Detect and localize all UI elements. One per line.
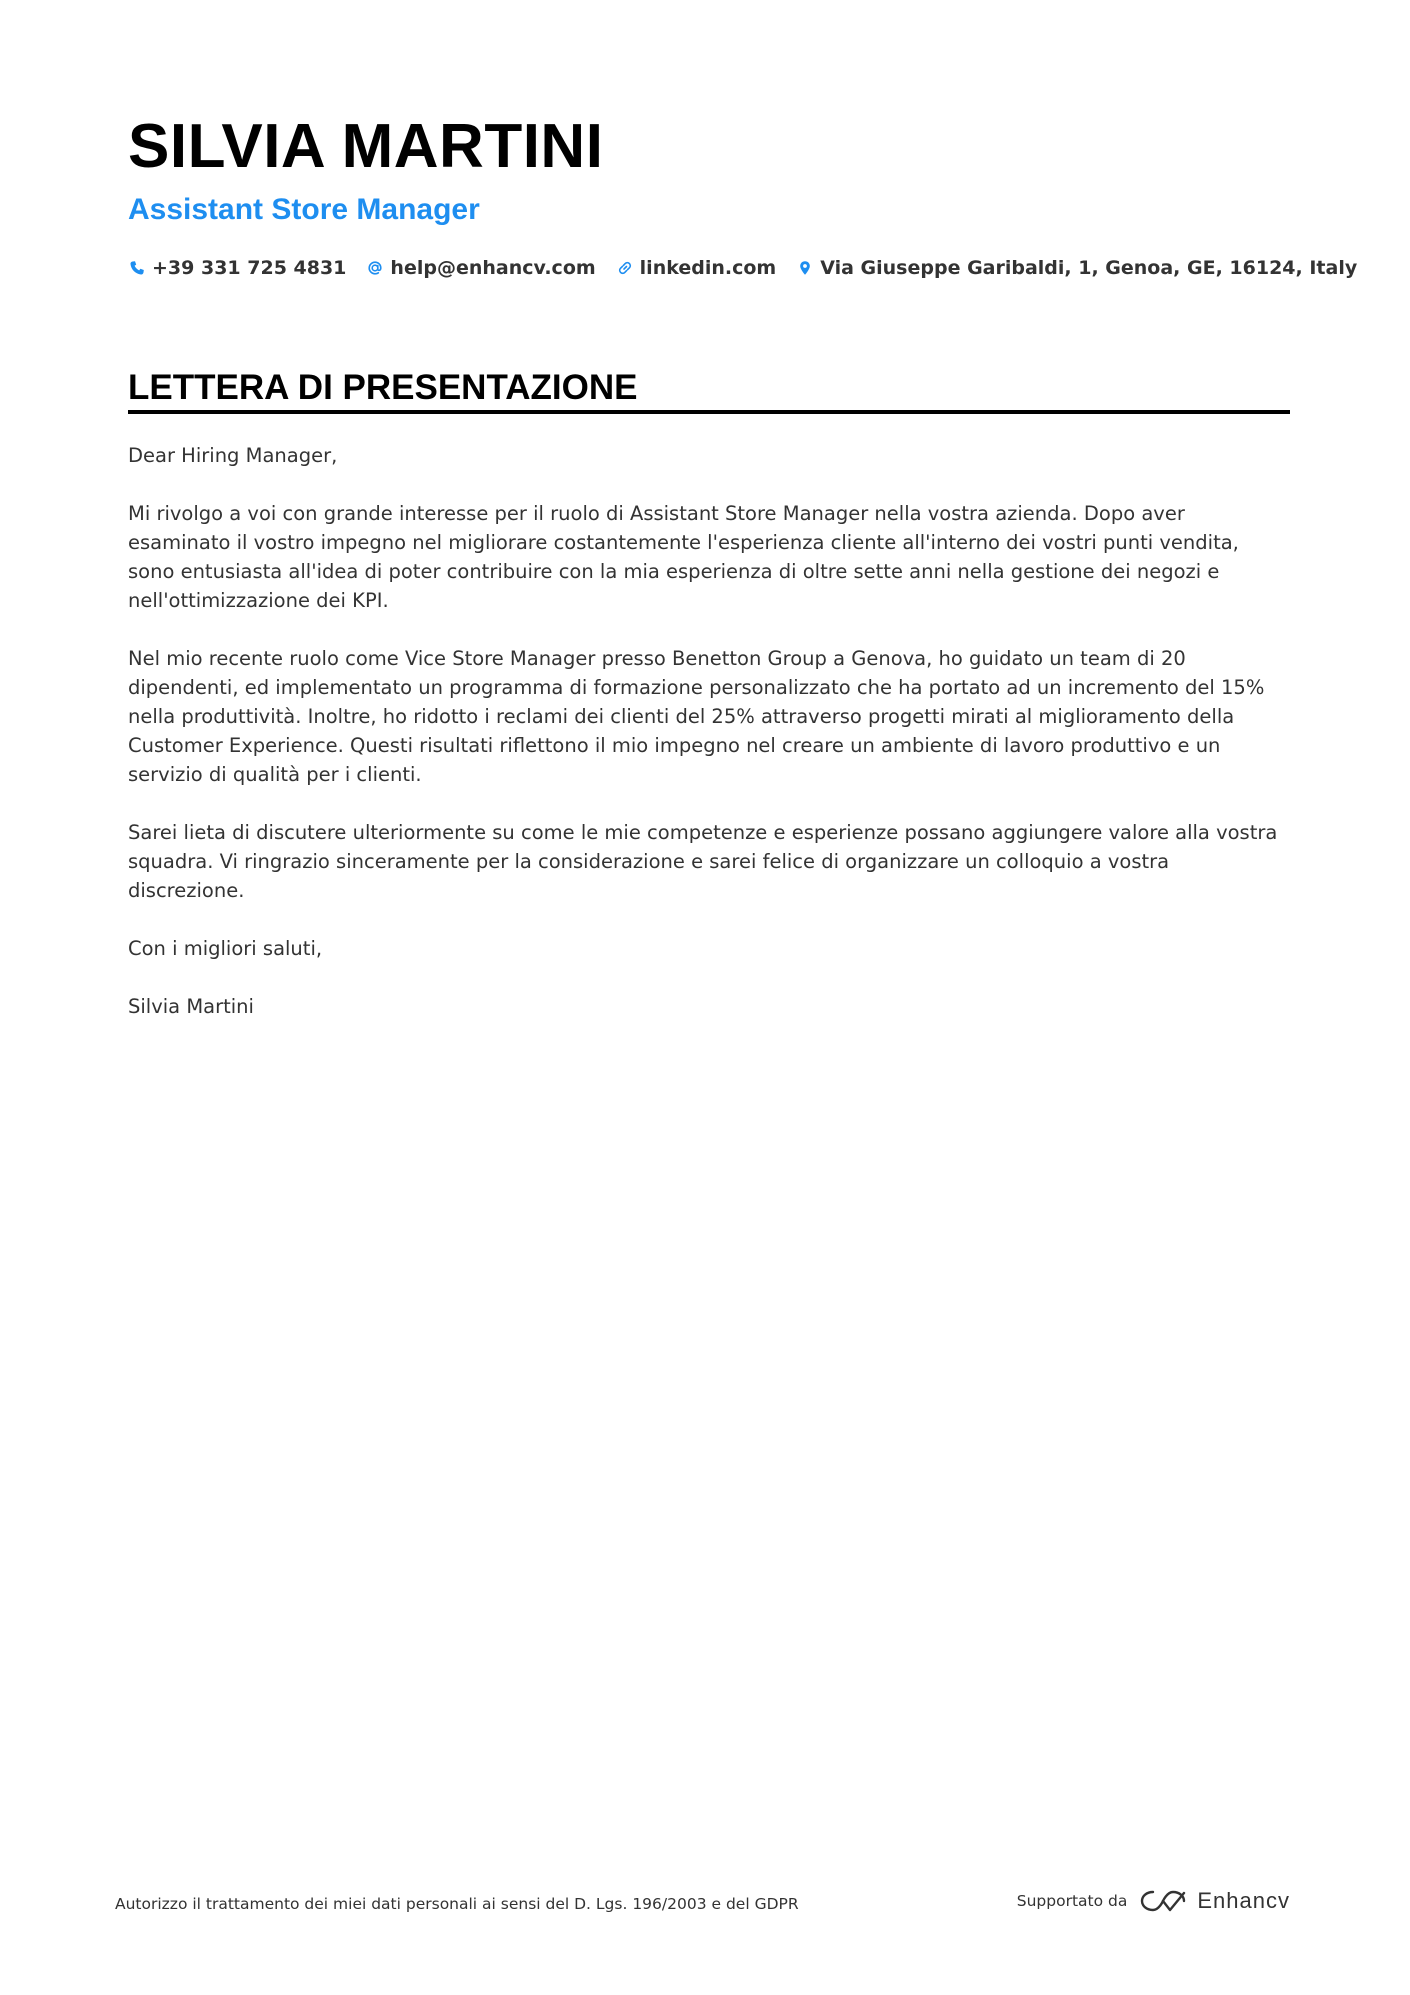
contact-bar (128, 253, 1377, 283)
candidate-role: Assistant Store Manager (128, 193, 480, 226)
contact-address (796, 253, 1357, 283)
section-title: LETTERA DI PRESENTAZIONE (128, 368, 638, 407)
enhancv-brand-text: Enhancv (1197, 1888, 1290, 1913)
privacy-consent: Autorizzo il trattamento dei miei dati personali ai sensi del D. Lgs. 196/2003 e del GDPR (115, 1895, 799, 1913)
contact-phone (128, 253, 346, 283)
letter-greeting: Dear Hiring Manager, (128, 444, 338, 467)
contact-address-text: Via Giuseppe Garibaldi, 1, Genoa, GE, 16124, Italy (820, 257, 1358, 279)
at-icon (366, 259, 384, 277)
contact-phone-text: +39 331 725 4831 (152, 257, 347, 279)
link-icon (616, 259, 634, 277)
supported-by-label: Supportato da (1016, 1892, 1128, 1910)
contact-email[interactable] (366, 253, 595, 283)
letter-paragraph-3: Sarei lieta di discutere ulteriormente su come le mie competenze e esperienze possano aggiungere valore alla vostra squadra. Vi ringrazio sinceramente per la considerazione e sarei felice di organizzare un colloquio a vostra discrezione. (128, 821, 1278, 902)
letter-paragraph-1: Mi rivolgo a voi con grande interesse per il ruolo di Assistant Store Manager nella vostra azienda. Dopo aver esaminato il vostro impegno nel migliorare costantemente l'esperienza cliente all'interno dei vostri punti vendita, sono entusiasta all'idea di poter contribuire con la mia esperienza di oltre sette anni nella gestione dei negozi e nell'ottimizzazione dei KPI. (128, 502, 1239, 612)
enhancv-logo-icon (1139, 1888, 1187, 1914)
location-pin-icon (796, 259, 814, 277)
contact-linkedin[interactable] (616, 253, 777, 283)
section-divider (128, 410, 1290, 414)
letter-closing: Con i migliori saluti, (128, 937, 323, 960)
contact-linkedin-text[interactable]: linkedin.com (639, 257, 777, 279)
contact-email-text[interactable]: help@enhancv.com (390, 257, 596, 279)
candidate-name: SILVIA MARTINI (128, 112, 604, 181)
footer-brand[interactable] (1017, 1888, 1290, 1914)
phone-icon (128, 259, 146, 277)
letter-signature: Silvia Martini (128, 995, 254, 1018)
letter-body (128, 441, 1290, 1050)
letter-paragraph-2: Nel mio recente ruolo come Vice Store Manager presso Benetton Group a Genova, ho guidato un team di 20 dipendenti, ed implementato un programma di formazione personalizzato che ha portato ad un incremento del 15% nella produttività. Inoltre, ho ridotto i reclami dei clienti del 25% attraverso progetti mirati al miglioramento della Customer Experience. Questi risultati riflettono il mio impegno nel creare un ambiente di lavoro produttivo e un servizio di qualità per i clienti. (128, 647, 1265, 786)
